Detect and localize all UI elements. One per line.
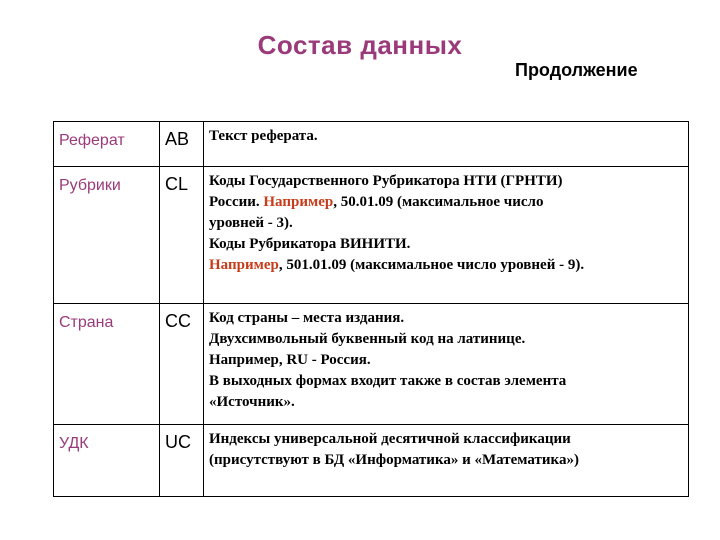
description-line: Код страны – места издания. <box>209 310 405 326</box>
data-fields-table <box>53 121 689 497</box>
description-line: Индексы универсальной десятичной классификации <box>209 431 571 447</box>
field-code: AB <box>160 122 204 167</box>
field-name: УДК <box>54 425 160 497</box>
description-line: (присутствуют в БД «Информатика» и «Математика») <box>209 452 579 468</box>
description-line: Текст реферата. <box>209 128 318 144</box>
description-line: уровней - 3). <box>209 215 293 231</box>
field-description <box>204 304 689 425</box>
description-line: Коды Государственного Рубрикатора НТИ (ГРНТИ) <box>209 173 563 189</box>
description-line: «Источник». <box>209 394 295 410</box>
field-code: CL <box>160 167 204 304</box>
description-line: Например, RU - Россия. <box>209 352 371 368</box>
description-line: Коды Рубрикатора ВИНИТИ. <box>209 236 411 252</box>
description-line: Двухсимвольный буквенный код на латинице. <box>209 331 526 347</box>
page-title: Состав данных <box>257 30 463 60</box>
description-line <box>209 192 684 213</box>
description-line: В выходных формах входит также в состав элемента <box>209 373 567 389</box>
field-name: Страна <box>54 304 160 425</box>
example-highlight: Например <box>263 194 334 210</box>
field-name: Рубрики <box>54 167 160 304</box>
page-subtitle: Продолжение <box>515 60 638 80</box>
example-highlight: Например <box>209 257 279 273</box>
field-description <box>204 167 689 304</box>
field-code: UC <box>160 425 204 497</box>
table-row <box>54 122 689 167</box>
description-text: , 501.01.09 (максимальное число уровней - 9). <box>278 257 585 273</box>
table-row <box>54 304 689 425</box>
field-description <box>204 122 689 167</box>
description-line <box>209 255 684 276</box>
table-row <box>54 425 689 497</box>
table-row <box>54 167 689 304</box>
field-description <box>204 425 689 497</box>
field-name: Реферат <box>54 122 160 167</box>
description-text: России. <box>209 194 264 210</box>
description-text: , 50.01.09 (максимальное число <box>333 194 544 210</box>
field-code: CC <box>160 304 204 425</box>
